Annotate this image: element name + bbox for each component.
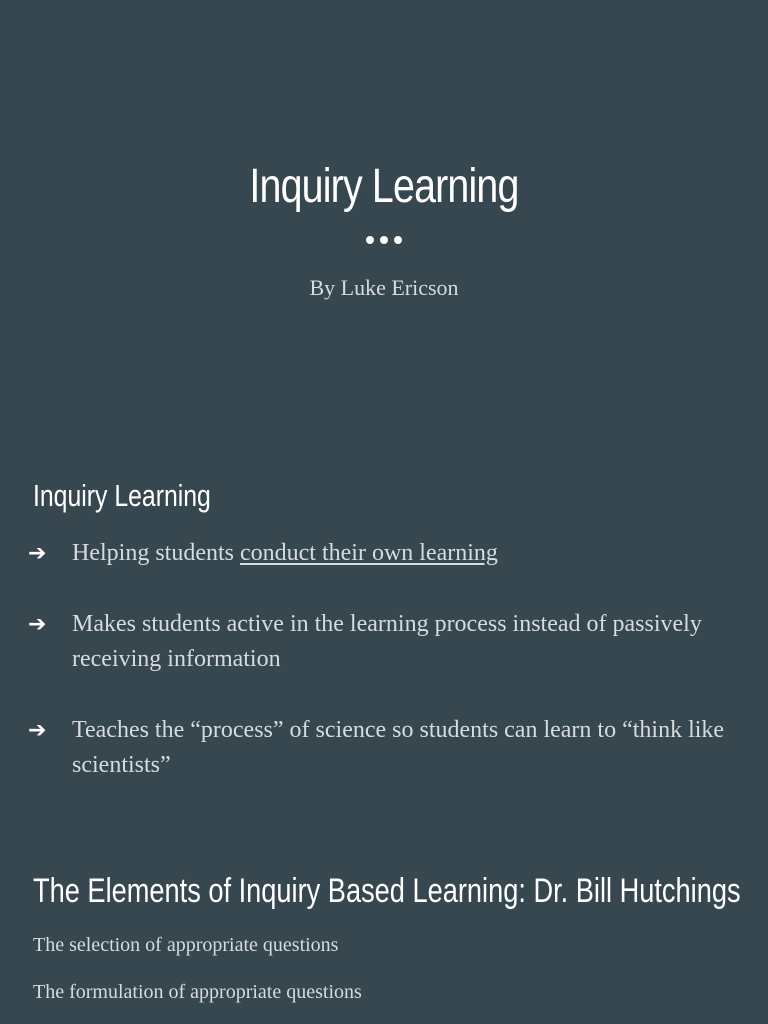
bullet-text: Teaches the “process” of science so students can learn to “think like scientists” — [72, 717, 725, 778]
list-item — [28, 713, 728, 783]
divider-dot — [380, 236, 388, 244]
slide-heading: Inquiry Learning — [33, 478, 211, 513]
bullet-text: Helping students — [72, 540, 240, 566]
paragraph: The formulation of appropriate questions — [33, 981, 362, 1003]
slide-elements — [0, 860, 768, 1024]
list-item — [28, 607, 728, 677]
divider-dot — [394, 236, 402, 244]
slide-heading: The Elements of Inquiry Based Learning: Dr. Bill Hutchings — [33, 872, 741, 910]
bullet-underlined-text: conduct their own learning — [240, 540, 498, 566]
list-item — [28, 536, 728, 571]
paragraph: The selection of appropriate questions — [33, 934, 339, 956]
bullet-text: Makes students active in the learning process instead of passively receiving information — [72, 611, 702, 672]
title-slide — [0, 0, 768, 440]
divider-dot — [366, 236, 374, 244]
slide-inquiry-learning — [0, 440, 768, 820]
arrow-right-icon: ➔ — [28, 718, 47, 743]
bullet-list — [28, 536, 728, 783]
arrow-right-icon: ➔ — [28, 612, 47, 637]
author-subtitle: By Luke Ericson — [309, 275, 459, 300]
ellipsis-divider — [0, 236, 768, 244]
page-title: Inquiry Learning — [249, 160, 519, 213]
arrow-right-icon: ➔ — [28, 541, 47, 566]
